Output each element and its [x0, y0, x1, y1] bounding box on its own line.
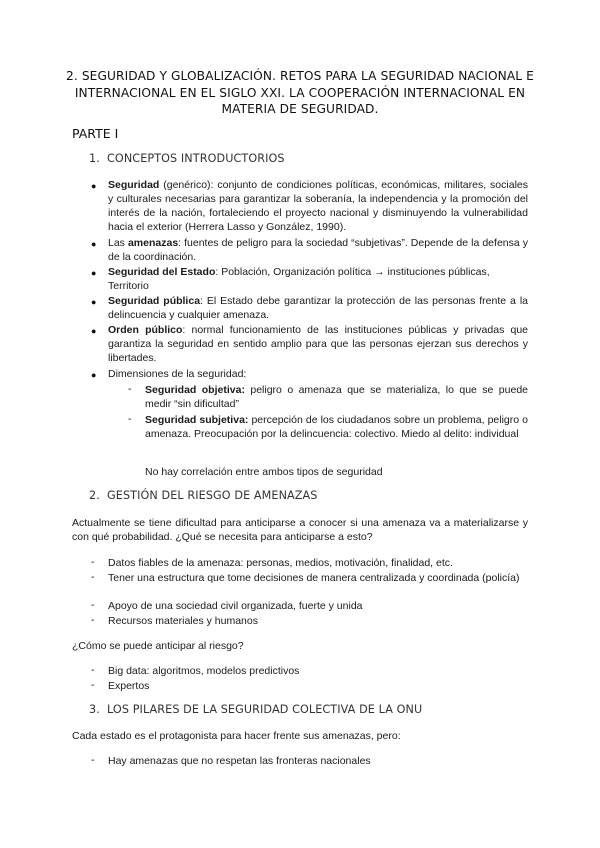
definition: : fuentes de peligro para la sociedad “subjetivas”. Depende de la defensa y de la coordinación.	[108, 237, 528, 263]
list-item	[108, 265, 528, 293]
bullet-icon: ●	[91, 181, 97, 191]
list-item: Dimensiones de la seguridad:	[108, 368, 247, 380]
term: Seguridad subjetiva:	[145, 414, 249, 426]
list-item: Datos fiables de la amenaza: personas, medios, motivación, finalidad, etc.	[108, 557, 453, 569]
paragraph: Actualmente se tiene dificultad para anticiparse a conocer si una amenaza va a materializarse y con qué probabilidad. ¿Qué se necesita para anticiparse a esto?	[72, 517, 528, 543]
section-title: CONCEPTOS INTRODUCTORIOS	[107, 152, 285, 165]
list-item	[145, 383, 528, 411]
list-item: Expertos	[108, 680, 150, 692]
note: No hay correlación entre ambos tipos de seguridad	[145, 466, 383, 478]
list-item: Recursos materiales y humanos	[108, 615, 258, 627]
prefix: Las	[108, 237, 128, 249]
list-item: Tener una estructura que tome decisiones de manera centralizada y coordinada (policía)	[108, 572, 520, 584]
dash-icon: -	[91, 679, 95, 691]
term: Seguridad pública	[108, 295, 201, 307]
section-number: 2.	[89, 489, 100, 502]
definition: : normal funcionamiento de las instituciones públicas y privadas que garantiza la seguridad en sentido amplio para que las personas ejerzan sus derechos y libertades.	[108, 324, 529, 364]
definition: (genérico): conjunto de condiciones políticas, económicas, militares, sociales y culturales necesarias para garantizar la soberanía, la independencia y la promoción del interés de la nación, fortaleciendo el proyecto nacional y disminuyendo la vulnerabilidad hacia el exterior (Herrera Lasso y González, 1990).	[108, 179, 528, 233]
section-number: 3.	[89, 703, 100, 716]
bullet-icon: ●	[91, 297, 97, 307]
dash-icon: -	[91, 754, 95, 766]
section-title: LOS PILARES DE LA SEGURIDAD COLECTIVA DE LA ONU	[107, 703, 423, 716]
list-item	[108, 294, 528, 322]
term: Seguridad	[108, 179, 160, 191]
list-item	[108, 236, 528, 264]
list-item	[108, 178, 528, 234]
list-item	[145, 413, 528, 441]
term: amenazas	[127, 237, 179, 249]
section-title: GESTIÓN DEL RIESGO DE AMENAZAS	[107, 489, 318, 502]
dash-icon: -	[128, 413, 132, 425]
paragraph: Cada estado es el protagonista para hacer frente sus amenazas, pero:	[72, 730, 401, 742]
document-title: 2. SEGURIDAD Y GLOBALIZACIÓN. RETOS PARA LA SEGURIDAD NACIONAL E INTERNACIONAL EN EL SIGLO XXI. LA COOPERACIÓN INTERNACIONAL EN MATERIA DE SEGURIDAD.	[66, 69, 534, 116]
list-item: Hay amenazas que no respetan las fronteras nacionales	[108, 755, 371, 767]
bullet-icon: ●	[91, 326, 97, 336]
dash-icon: -	[128, 383, 132, 395]
list-item: Apoyo de una sociedad civil organizada, fuerte y unida	[108, 600, 363, 612]
bullet-icon: ●	[91, 370, 97, 380]
list-item	[108, 323, 528, 365]
term: Orden público	[108, 324, 183, 336]
term: Seguridad objetiva:	[145, 384, 245, 396]
dash-icon: -	[91, 664, 95, 676]
dash-icon: -	[91, 556, 95, 568]
dash-icon: -	[91, 571, 95, 583]
definition: : Población, Organización política → instituciones públicas, Territorio	[108, 266, 490, 292]
part-label: PARTE I	[72, 126, 119, 141]
list-item: Big data: algoritmos, modelos predictivos	[108, 665, 300, 677]
section-number: 1.	[89, 152, 100, 165]
definition: percepción de los ciudadanos sobre un problema, peligro o amenaza. Preocupación por la delincuencia: colectivo. Miedo al delito: individual	[145, 414, 528, 440]
term: Seguridad del Estado	[108, 266, 216, 278]
definition: peligro o amenaza que se materializa, lo que se puede medir “sin dificultad”	[145, 384, 529, 410]
bullet-icon: ●	[91, 239, 97, 249]
paragraph: ¿Cómo se puede anticipar al riesgo?	[72, 640, 244, 652]
definition: : El Estado debe garantizar la protección de las personas frente a la delincuencia y cualquier amenaza.	[108, 295, 528, 321]
dash-icon: -	[91, 614, 95, 626]
dash-icon: -	[91, 599, 95, 611]
bullet-icon: ●	[91, 268, 97, 278]
